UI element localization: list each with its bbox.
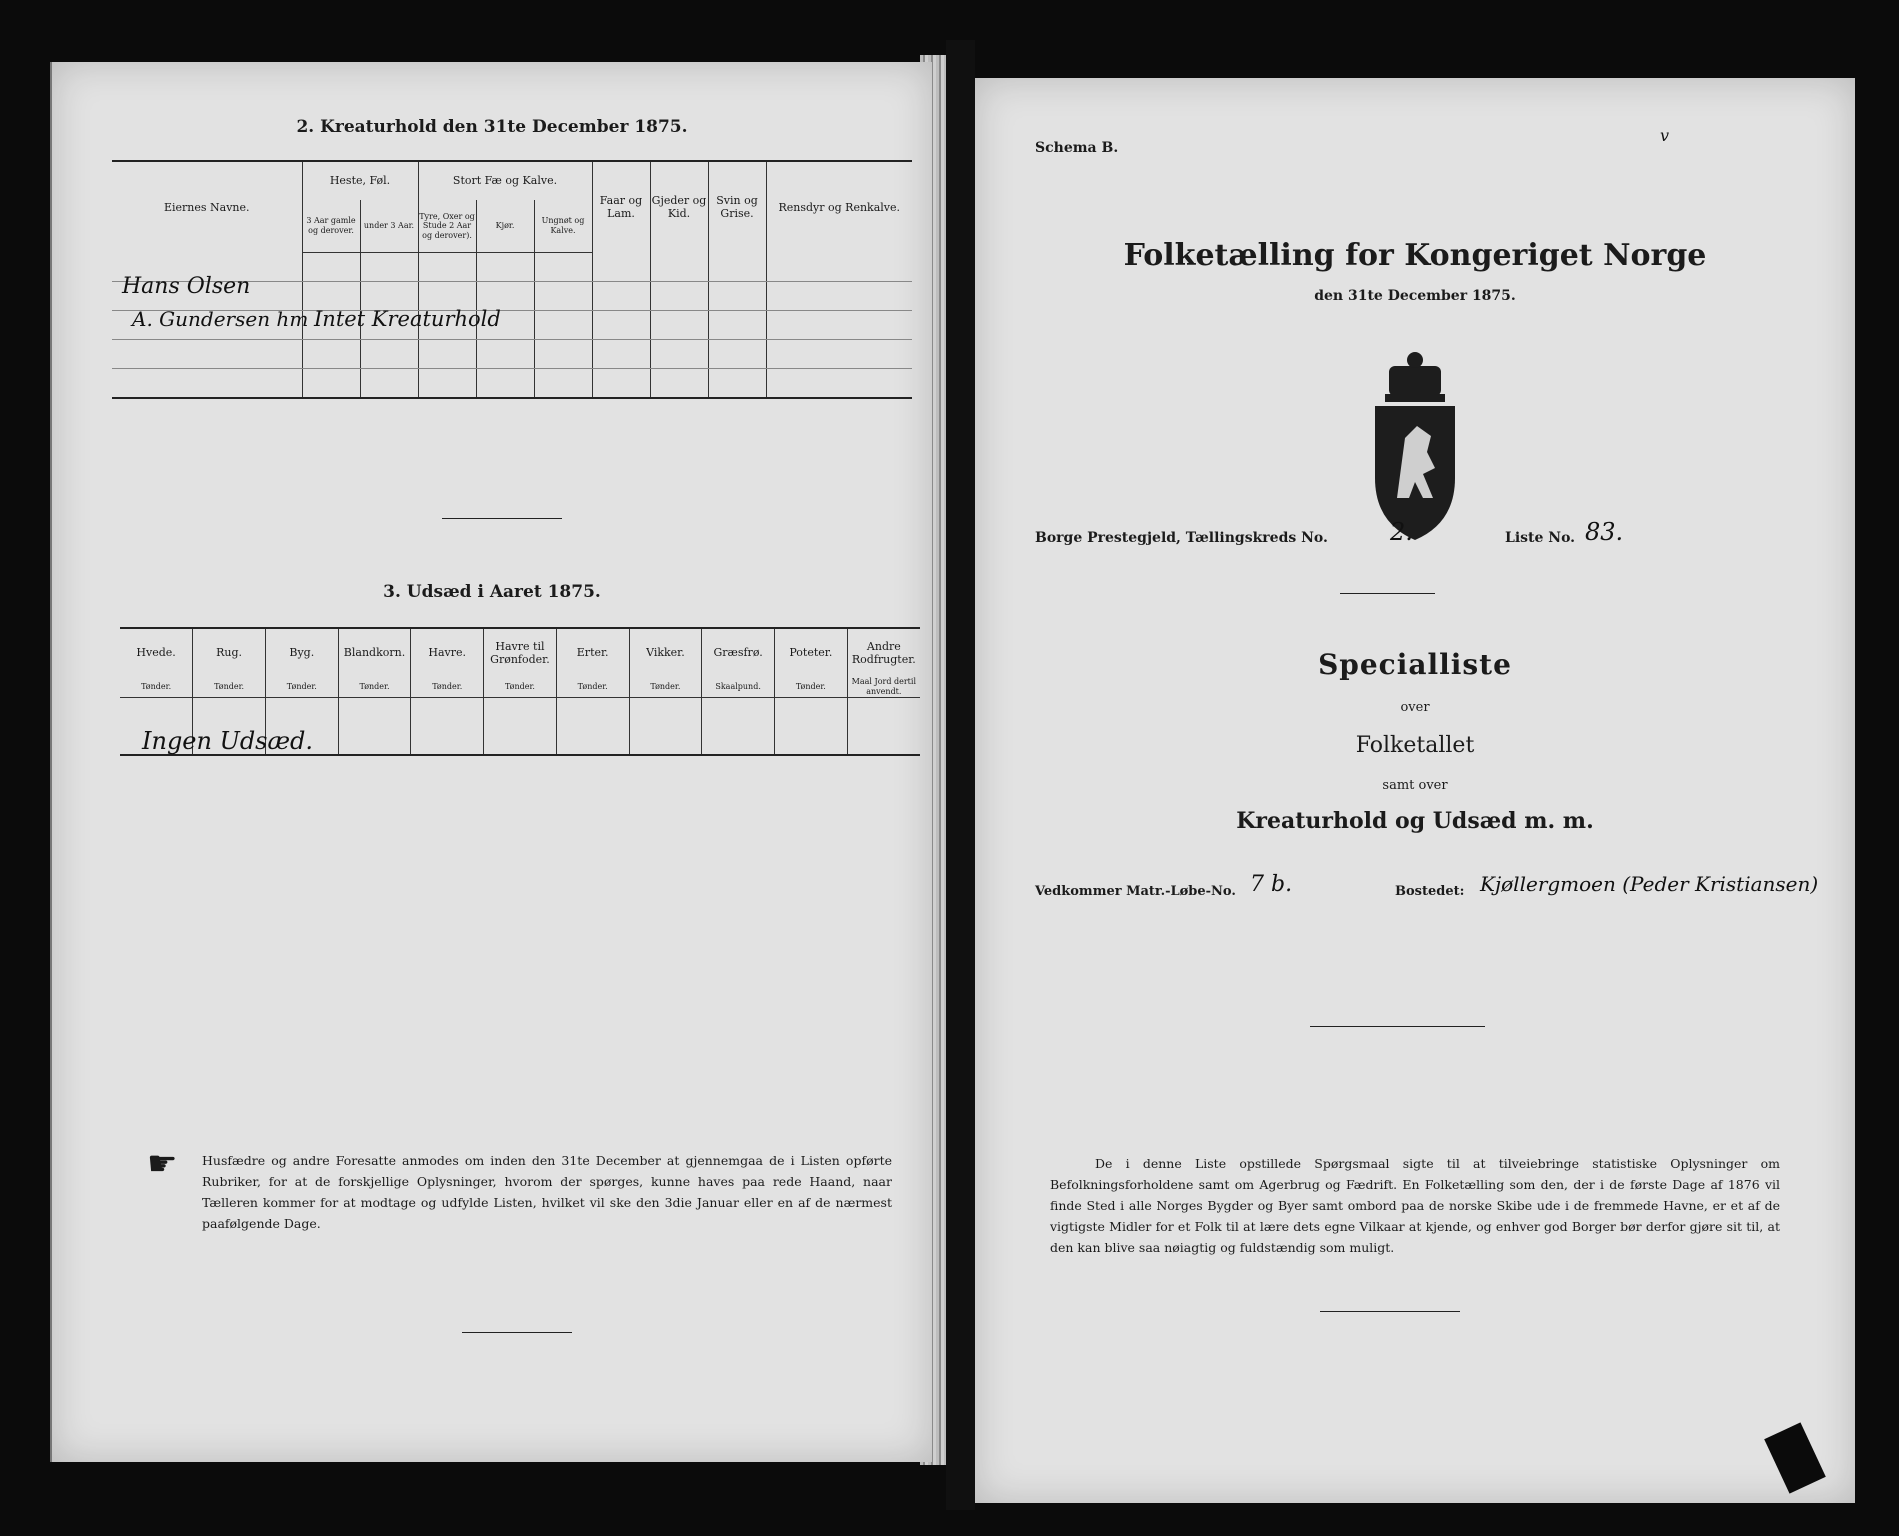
book-spine: [946, 40, 975, 1510]
stort-fae-header: Stort Fæ og Kalve.: [418, 161, 592, 200]
table-row: [112, 369, 912, 399]
info-paragraph: De i denne Liste opstillede Spørgsmaal sigte til at tilveiebringe statistiske Oplysninger om Befolkningsforholdene samt om Agerbrug og Fædrift. En Folketælling som den, der i de første Dage af 1876 vil finde Sted i alle Norges Bygder og Byer samt ombord paa de norske Skibe ude i de fremmede Havne, er et af de vigtigste Midler for et Folk til at lære dets egne Vilkaar at kjende, og enhver god Borger bør derfor gjøre sit til, at den kan blive saa nøiagtig og fuldstændig som muligt.: [1050, 1156, 1780, 1255]
gjeder-header: Gjeder og Kid.: [650, 161, 708, 253]
samt-over-text: samt over: [1382, 778, 1448, 793]
heste-header: Heste, Føl.: [302, 161, 418, 200]
col-poteter: Poteter.: [774, 628, 847, 677]
divider: [442, 518, 562, 519]
liste-number: 83.: [1585, 518, 1624, 546]
unit-byg: Tønder.: [265, 677, 338, 698]
matr-label: Vedkommer Matr.-Løbe-No.: [1035, 884, 1236, 899]
norwegian-coat-of-arms: [1335, 348, 1495, 548]
handwritten-no-livestock: Intet Kreaturhold: [314, 307, 501, 331]
unit-havre-gronfoder: Tønder.: [484, 677, 557, 698]
col-andre-rodfrugter: Andre Rodfrugter.: [847, 628, 920, 677]
folketallet-text: Folketallet: [1355, 733, 1475, 758]
prestegjeld-label: Borge Prestegjeld, Tællingskreds No.: [1035, 530, 1328, 546]
col-byg: Byg.: [265, 628, 338, 677]
heste-3aar-header: 3 Aar gamle og derover.: [302, 200, 360, 253]
unit-havre: Tønder.: [411, 677, 484, 698]
handwritten-no-seed: Ingen Udsæd.: [142, 727, 314, 755]
divider: [1320, 1311, 1460, 1312]
bostedet-value: Kjøllergmoen (Peder Kristiansen): [1480, 872, 1819, 896]
col-rug: Rug.: [193, 628, 266, 677]
svin-header: Svin og Grise.: [708, 161, 766, 253]
divider: [1310, 1026, 1485, 1027]
col-havre-gronfoder: Havre til Grønfoder.: [484, 628, 557, 677]
faar-header: Faar og Lam.: [592, 161, 650, 253]
unit-vikker: Tønder.: [629, 677, 702, 698]
col-havre: Havre.: [411, 628, 484, 677]
bostedet-label: Bostedet:: [1395, 884, 1465, 899]
unit-hvede: Tønder.: [120, 677, 193, 698]
col-erter: Erter.: [556, 628, 629, 677]
unit-rug: Tønder.: [193, 677, 266, 698]
kreds-number: 2.: [1390, 518, 1413, 546]
stort-ungnot-header: Ungnøt og Kalve.: [534, 200, 592, 253]
section2-title: 2. Kreaturhold den 31te December 1875.: [296, 117, 688, 137]
kreaturhold-title: Kreaturhold og Udsæd m. m.: [1236, 808, 1594, 834]
corner-mark: v: [1660, 126, 1670, 145]
main-subtitle: den 31te December 1875.: [1314, 288, 1516, 304]
main-title: Folketælling for Kongeriget Norge: [1123, 238, 1707, 273]
stort-tyre-header: Tyre, Oxer og Stude 2 Aar og derover).: [418, 200, 476, 253]
col-graesfro: Græsfrø.: [702, 628, 775, 677]
matr-number: 7 b.: [1250, 872, 1293, 897]
divider: [462, 1332, 572, 1333]
left-page: [50, 62, 932, 1462]
page-corner-tab: [1764, 1422, 1826, 1493]
unit-blandkorn: Tønder.: [338, 677, 411, 698]
specialliste-title: Specialliste: [1318, 648, 1512, 681]
heste-under3-header: under 3 Aar.: [360, 200, 418, 253]
col-vikker: Vikker.: [629, 628, 702, 677]
unit-graesfro: Skaalpund.: [702, 677, 775, 698]
right-page: [975, 78, 1855, 1503]
rensdyr-header: Rensdyr og Renkalve.: [766, 161, 912, 253]
instruction-notice: Husfædre og andre Foresatte anmodes om inden den 31te December at gjennemgaa de i Listen opførte Rubriker, for at de forskjellige Oplysninger, hvorom der spørges, kunne haves paa rede Haand, naar Tælleren kommer for at modtage og udfylde Listen, hvilket vil ske den 3die Januar eller en af de nærmest paafølgende Dage.: [202, 1153, 892, 1231]
col-blandkorn: Blandkorn.: [338, 628, 411, 677]
over-text: over: [1400, 700, 1430, 715]
divider: [1340, 593, 1435, 594]
unit-andre-rodfrugter: Maal Jord dertil anvendt.: [847, 677, 920, 698]
owner-header: Eiernes Navne.: [112, 161, 302, 253]
section3-title: 3. Udsæd i Aaret 1875.: [383, 582, 601, 602]
liste-label: Liste No.: [1505, 530, 1576, 546]
table-row: [112, 340, 912, 369]
pointing-hand-icon: ☛: [147, 1144, 178, 1184]
unit-poteter: Tønder.: [774, 677, 847, 698]
handwritten-owner-2: A. Gundersen hm: [132, 307, 309, 331]
col-hvede: Hvede.: [120, 628, 193, 677]
handwritten-owner-1: Hans Olsen: [122, 274, 251, 299]
stort-kjor-header: Kjør.: [476, 200, 534, 253]
schema-label: Schema B.: [1035, 140, 1119, 156]
unit-erter: Tønder.: [556, 677, 629, 698]
